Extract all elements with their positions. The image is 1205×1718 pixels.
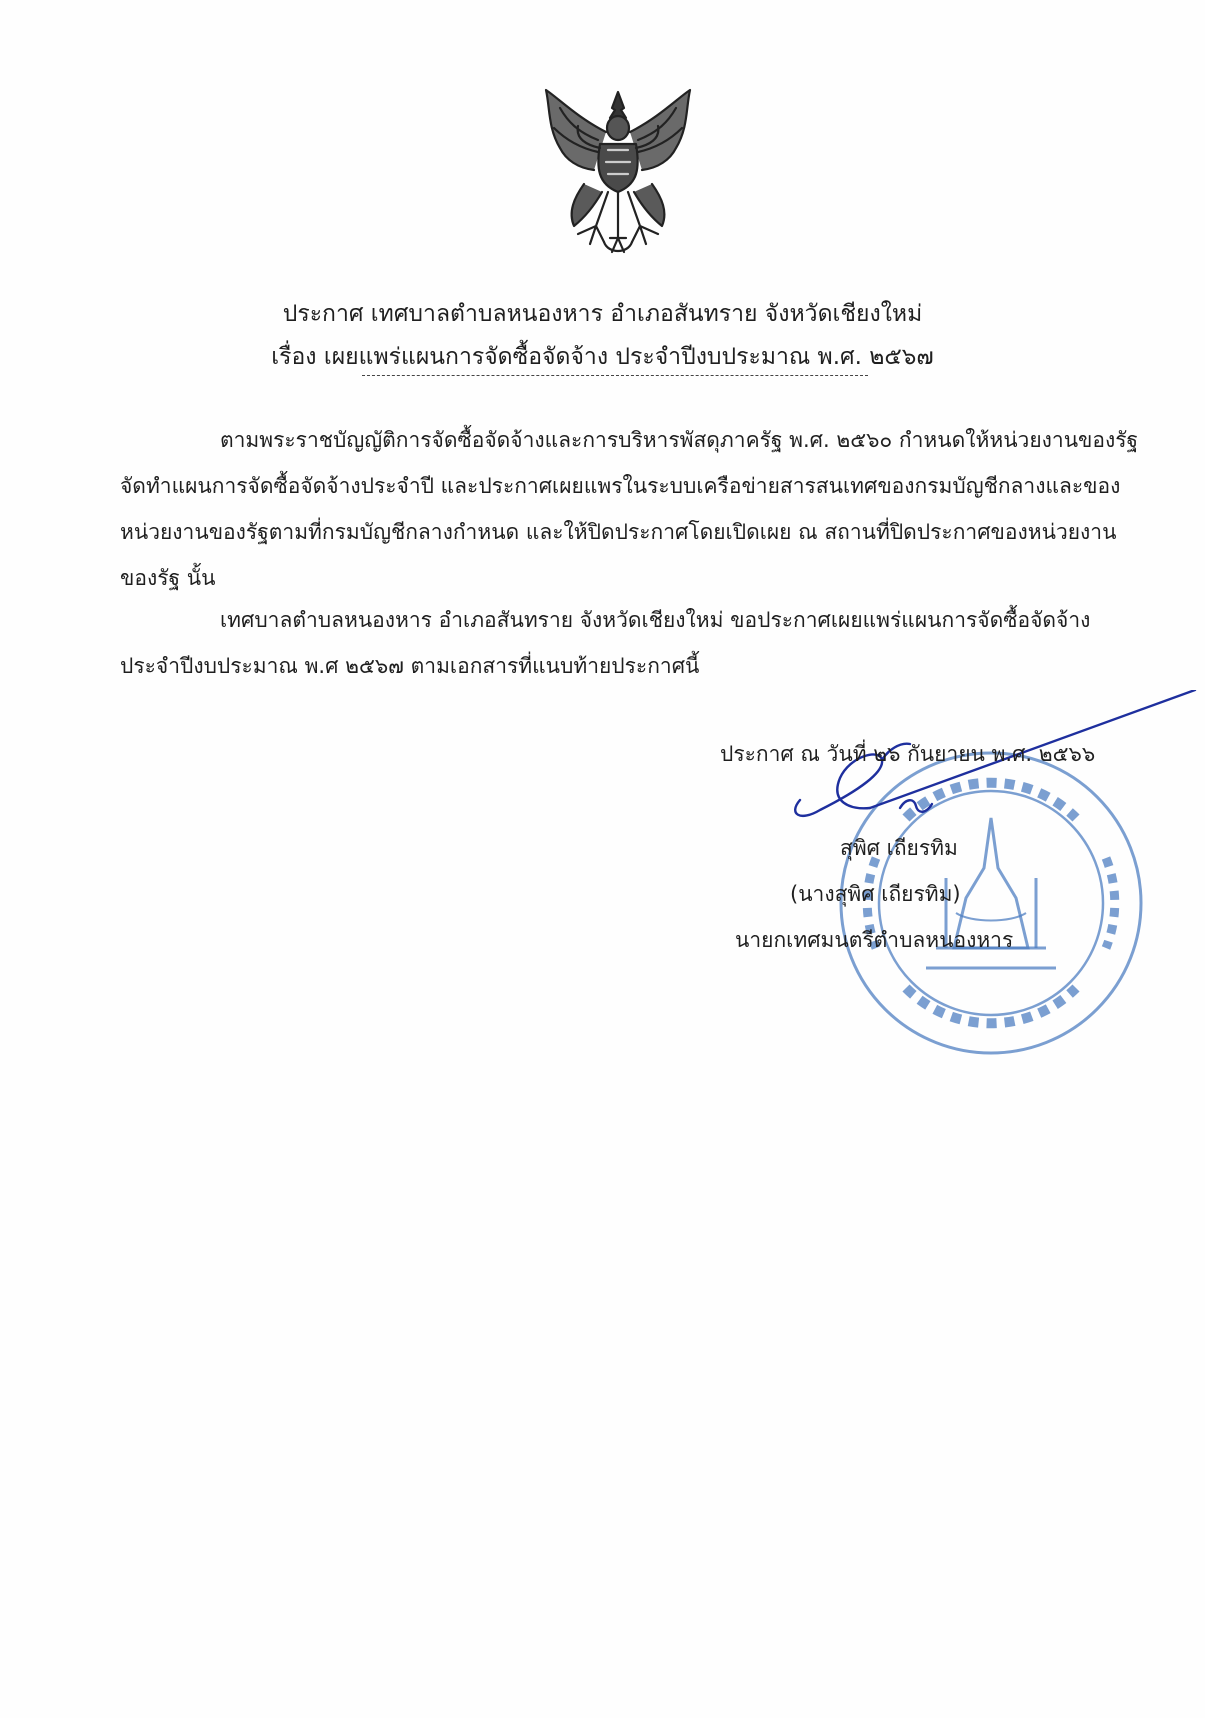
body-paragraph-1 <box>120 417 1139 601</box>
signatory-full-name: (นางสุพิศ เถียรทิม) <box>790 882 961 906</box>
signatory-position: นายกเทศมนตรีตำบลหนองหาร <box>735 928 1014 952</box>
paragraph-line: ตามพระราชบัญญัติการจัดซื้อจัดจ้างและการบริหารพัสดุภาครัฐ พ.ศ. ๒๕๖๐ กำหนดให้หน่วยงานของรัฐ <box>220 428 1139 452</box>
announcement-title: ประกาศ เทศบาลตำบลหนองหาร อำเภอสันทราย จังหวัดเชียงใหม่ <box>282 301 923 327</box>
title-divider <box>362 375 868 376</box>
signatory-signed-name: สุพิศ เถียรทิม <box>840 836 958 860</box>
announcement-date: ประกาศ ณ วันที่ ๒๖ กันยายน พ.ศ. ๒๕๖๖ <box>720 742 1096 766</box>
paragraph-line: เทศบาลตำบลหนองหาร อำเภอสันทราย จังหวัดเชียงใหม่ ขอประกาศเผยแพร่แผนการจัดซื้อจัดจ้าง <box>220 608 1091 632</box>
paragraph-line: ของรัฐ นั้น <box>120 566 216 590</box>
garuda-emblem-icon <box>538 88 698 264</box>
paragraph-line: หน่วยงานของรัฐตามที่กรมบัญชีกลางกำหนด และให้ปิดประกาศโดยเปิดเผย ณ สถานที่ปิดประกาศของหน่วยงาน <box>120 520 1117 544</box>
body-paragraph-2 <box>120 597 1130 689</box>
announcement-subject: เรื่อง เผยแพร่แผนการจัดซื้อจัดจ้าง ประจำปีงบประมาณ พ.ศ. ๒๕๖๗ <box>271 344 934 370</box>
paragraph-line: ประจำปีงบประมาณ พ.ศ ๒๕๖๗ ตามเอกสารที่แนบท้ายประกาศนี้ <box>120 654 700 678</box>
paragraph-line: จัดทำแผนการจัดซื้อจัดจ้างประจำปี และประกาศเผยแพรในระบบเครือข่ายสารสนเทศของกรมบัญชีกลางและของ <box>120 474 1121 498</box>
